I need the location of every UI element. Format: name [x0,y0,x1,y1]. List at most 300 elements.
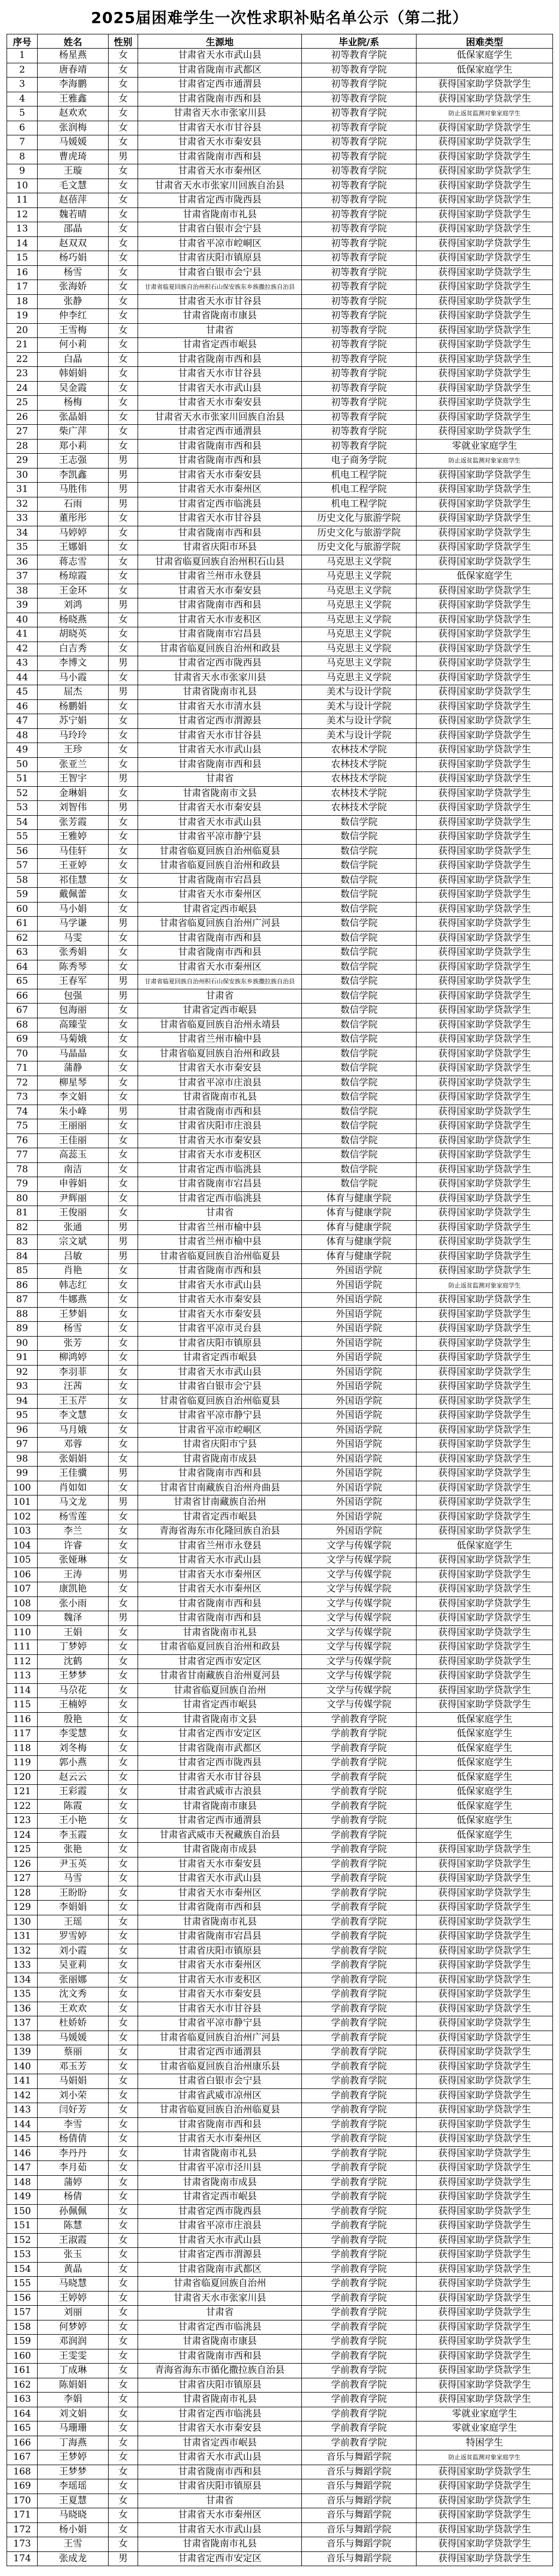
table-row [7,2248,553,2263]
cell-school: 外国语学院 [302,1467,417,1481]
cell-hardship-type: 获得国家助学贷款学生 [417,1322,553,1337]
cell-name: 王雅鑫 [38,92,109,106]
cell-index: 65 [7,975,38,989]
cell-school: 外国语学院 [302,1365,417,1380]
cell-gender: 女 [109,1090,138,1105]
cell-index: 34 [7,526,38,541]
cell-index: 147 [7,2161,38,2176]
cell-hardship-type: 获得国家助学贷款学生 [417,338,553,353]
cell-school: 数信学院 [302,1061,417,1076]
cell-index: 83 [7,1235,38,1250]
table-row [7,164,553,179]
cell-index: 52 [7,786,38,801]
cell-index: 17 [7,280,38,295]
cell-name: 王夏慧 [38,2494,109,2508]
cell-school: 体育与健康学院 [302,1235,417,1250]
cell-origin: 甘肃省 [138,1206,302,1221]
cell-origin: 甘肃省陇南市西和县 [138,946,302,960]
cell-school: 文学与传媒学院 [302,1698,417,1713]
cell-hardship-type: 获得国家助学贷款学生 [417,555,553,569]
cell-origin: 甘肃省陇南市西和县 [138,2349,302,2364]
cell-name: 张丽娜 [38,1973,109,1987]
cell-origin: 甘肃省陇南市西和县 [138,598,302,613]
table-row [7,873,553,888]
cell-name: 郑小莉 [38,439,109,454]
cell-gender: 女 [109,1481,138,1495]
cell-gender: 女 [109,352,138,367]
table-row [7,801,553,816]
cell-name: 杨梅 [38,396,109,411]
cell-origin: 甘肃省定西市临洮县 [138,1162,302,1177]
cell-school: 初等教育学院 [302,106,417,121]
cell-gender: 女 [109,1336,138,1351]
cell-name: 白吉秀 [38,642,109,656]
cell-gender: 女 [109,2465,138,2479]
cell-gender: 女 [109,714,138,729]
cell-index: 45 [7,685,38,700]
cell-name: 柳鸿婷 [38,1351,109,1366]
cell-school: 外国语学院 [302,1278,417,1293]
cell-origin: 甘肃省陇南市西和县 [138,1611,302,1626]
cell-name: 杨小娟 [38,2522,109,2537]
cell-index: 108 [7,1596,38,1611]
cell-school: 外国语学院 [302,1380,417,1394]
cell-school: 美术与设计学院 [302,714,417,729]
cell-index: 69 [7,1032,38,1047]
cell-name: 赵云云 [38,1770,109,1785]
cell-hardship-type: 零就业家庭学生 [417,439,553,454]
cell-school: 数信学院 [302,989,417,1004]
cell-school: 初等教育学院 [302,236,417,251]
cell-gender: 女 [109,236,138,251]
cell-hardship-type: 获得国家助学贷款学生 [417,1264,553,1279]
cell-gender: 女 [109,193,138,208]
cell-name: 李博文 [38,656,109,671]
cell-hardship-type: 低保家庭学生 [417,1785,553,1800]
cell-name: 张秀娟 [38,946,109,960]
cell-origin: 甘肃省临夏回族自治州和政县 [138,1640,302,1655]
table-row [7,1785,553,1800]
cell-name: 李娟 [38,2393,109,2407]
cell-gender: 女 [109,1539,138,1553]
cell-index: 44 [7,670,38,685]
cell-origin: 甘肃省定西市通渭县 [138,78,302,92]
cell-school: 学前教育学院 [302,2132,417,2147]
cell-index: 16 [7,265,38,280]
cell-origin: 甘肃省陇南市西和县 [138,454,302,468]
cell-index: 7 [7,135,38,150]
cell-name: 张润梅 [38,121,109,135]
table-row [7,1973,553,1987]
cell-origin: 甘肃省天水市秦州区 [138,164,302,179]
cell-name: 陈慧 [38,2219,109,2234]
cell-school: 学前教育学院 [302,2103,417,2118]
cell-school: 学前教育学院 [302,1930,417,1944]
cell-name: 马小娟 [38,902,109,917]
cell-origin: 甘肃省武威市天祝藏族自治县 [138,1828,302,1843]
cell-hardship-type: 获得国家助学贷款学生 [417,1148,553,1163]
cell-origin: 甘肃省甘南藏族自治州舟曲县 [138,1481,302,1495]
cell-name: 王亚婷 [38,859,109,874]
cell-gender: 女 [109,1409,138,1423]
cell-index: 89 [7,1322,38,1337]
cell-gender: 女 [109,1351,138,1366]
cell-index: 8 [7,150,38,164]
cell-origin: 甘肃省定西市岷县 [138,1510,302,1524]
table-row [7,1061,553,1076]
cell-name: 王娟 [38,1625,109,1640]
cell-index: 12 [7,207,38,222]
cell-hardship-type: 获得国家助学贷款学生 [417,381,553,396]
cell-index: 148 [7,2175,38,2190]
cell-name: 牛娜燕 [38,1293,109,1308]
table-row [7,830,553,845]
cell-index: 96 [7,1423,38,1438]
cell-index: 9 [7,164,38,179]
cell-origin: 甘肃省陇南市礼县 [138,2537,302,2552]
cell-origin: 甘肃省甘南藏族自治州夏河县 [138,1669,302,1684]
cell-index: 67 [7,1004,38,1018]
cell-origin: 甘肃省天水市秦安县 [138,2421,302,2436]
cell-name: 王楠婷 [38,1698,109,1713]
cell-gender: 女 [109,1322,138,1337]
cell-origin: 甘肃省平凉市静宁县 [138,1409,302,1423]
cell-hardship-type: 获得国家助学贷款学生 [417,2190,553,2205]
table-row [7,2479,553,2494]
cell-hardship-type: 获得国家助学贷款学生 [417,1857,553,1872]
table-row [7,2132,553,2147]
cell-name: 苏宁娟 [38,714,109,729]
table-row [7,2059,553,2074]
table-row [7,656,553,671]
cell-hardship-type: 低保家庭学生 [417,63,553,78]
cell-origin: 甘肃省临夏回族自治州临夏县 [138,2103,302,2118]
cell-school: 外国语学院 [302,1394,417,1409]
cell-school: 学前教育学院 [302,1872,417,1886]
table-row [7,786,553,801]
table-row [7,2262,553,2277]
cell-index: 157 [7,2306,38,2320]
cell-hardship-type: 获得国家助学贷款学生 [417,1872,553,1886]
cell-origin: 甘肃省定西市岷县 [138,2436,302,2450]
cell-hardship-type: 获得国家助学贷款学生 [417,613,553,627]
table-row [7,541,553,555]
cell-hardship-type: 获得国家助学贷款学生 [417,844,553,859]
cell-name: 包海丽 [38,1004,109,1018]
cell-hardship-type: 获得国家助学贷款学生 [417,714,553,729]
cell-origin: 甘肃省天水市秦安县 [138,468,302,483]
cell-gender: 女 [109,2233,138,2248]
cell-name: 张娅琳 [38,1553,109,1568]
cell-origin: 甘肃省临夏回族自治州积石山保安族东乡族撒拉族自治县 [138,280,302,295]
cell-gender: 女 [109,1814,138,1829]
cell-hardship-type: 获得国家助学贷款学生 [417,410,553,425]
cell-origin: 甘肃省天水市秦州区 [138,1568,302,1582]
cell-name: 殷艳 [38,1712,109,1727]
cell-origin: 甘肃省定西市通渭县 [138,425,302,440]
cell-origin: 甘肃省陇南市西和县 [138,1264,302,1279]
cell-name: 申蓉娟 [38,1177,109,1192]
table-row [7,670,553,685]
cell-hardship-type: 获得国家助学贷款学生 [417,1843,553,1857]
cell-origin: 甘肃省天水市秦州区 [138,888,302,903]
cell-gender: 男 [109,772,138,787]
cell-index: 27 [7,425,38,440]
cell-name: 韩志红 [38,1278,109,1293]
cell-name: 刘智伟 [38,801,109,816]
cell-name: 王金环 [38,584,109,598]
cell-gender: 女 [109,1770,138,1785]
cell-gender: 女 [109,121,138,135]
cell-name: 毛文慧 [38,179,109,193]
cell-name: 何小莉 [38,338,109,353]
cell-school: 数信学院 [302,830,417,845]
cell-gender: 女 [109,135,138,150]
cell-origin: 甘肃省平凉市灵台县 [138,1322,302,1337]
cell-gender: 男 [109,1235,138,1250]
cell-gender: 男 [109,483,138,497]
cell-name: 王佳骥 [38,1467,109,1481]
cell-origin: 甘肃省陇南市康县 [138,1799,302,1814]
cell-gender: 女 [109,960,138,975]
cell-name: 邓玉芳 [38,2059,109,2074]
cell-school: 学前教育学院 [302,2421,417,2436]
cell-hardship-type: 获得国家助学贷款学生 [417,2378,553,2393]
cell-school: 数信学院 [302,1148,417,1163]
cell-gender: 女 [109,1944,138,1958]
cell-origin: 甘肃省白银市会宁县 [138,265,302,280]
cell-index: 53 [7,801,38,816]
cell-origin: 甘肃省天水市张家川县 [138,2291,302,2306]
cell-school: 数信学院 [302,931,417,946]
cell-gender: 女 [109,294,138,309]
cell-hardship-type: 获得国家助学贷款学生 [417,2494,553,2508]
table-row [7,1018,553,1032]
cell-gender: 女 [109,2059,138,2074]
cell-origin: 甘肃省天水市秦安县 [138,1987,302,2002]
cell-hardship-type: 获得国家助学贷款学生 [417,2522,553,2537]
cell-origin: 甘肃省定西市安定区 [138,2551,302,2566]
cell-origin: 甘肃省天水市甘谷县 [138,367,302,382]
cell-school: 数信学院 [302,1076,417,1090]
cell-index: 160 [7,2349,38,2364]
cell-hardship-type: 获得国家助学贷款学生 [417,670,553,685]
cell-name: 杨鹏娟 [38,699,109,714]
cell-gender: 女 [109,1032,138,1047]
table-row [7,2002,553,2016]
cell-gender: 女 [109,2393,138,2407]
cell-name: 马娟娟 [38,2074,109,2089]
table-row [7,1423,553,1438]
cell-hardship-type: 获得国家助学贷款学生 [417,2045,553,2060]
cell-hardship-type: 低保家庭学生 [417,1712,553,1727]
cell-index: 61 [7,917,38,931]
cell-index: 130 [7,1915,38,1930]
table-row [7,2291,553,2306]
cell-school: 音乐与舞蹈学院 [302,2450,417,2465]
column-header-name: 姓名 [38,34,109,49]
table-row [7,1191,553,1206]
cell-index: 51 [7,772,38,787]
cell-index: 58 [7,873,38,888]
cell-index: 13 [7,222,38,237]
cell-origin: 甘肃省定西市通渭县 [138,2045,302,2060]
cell-school: 马克思主义学院 [302,627,417,642]
cell-index: 105 [7,1553,38,1568]
cell-hardship-type: 获得国家助学贷款学生 [417,2146,553,2161]
cell-name: 马媛媛 [38,2031,109,2045]
cell-name: 张通 [38,1220,109,1235]
cell-school: 数信学院 [302,1032,417,1047]
cell-index: 32 [7,497,38,512]
cell-name: 张芳霞 [38,815,109,830]
cell-gender: 女 [109,2002,138,2016]
table-row [7,2335,553,2349]
table-row [7,1654,553,1669]
cell-index: 77 [7,1148,38,1163]
cell-gender: 女 [109,1133,138,1148]
cell-school: 农林技术学院 [302,757,417,772]
cell-school: 学前教育学院 [302,1828,417,1843]
cell-hardship-type: 获得国家助学贷款学生 [417,2103,553,2118]
table-row [7,946,553,960]
cell-name: 王小艳 [38,1814,109,1829]
cell-gender: 女 [109,642,138,656]
cell-gender: 女 [109,541,138,555]
table-row [7,1481,553,1495]
cell-index: 117 [7,1727,38,1742]
cell-name: 李海鹏 [38,78,109,92]
cell-hardship-type: 获得国家助学贷款学生 [417,265,553,280]
cell-name: 王彩霞 [38,1785,109,1800]
cell-hardship-type: 获得国家助学贷款学生 [417,396,553,411]
cell-school: 学前教育学院 [302,2306,417,2320]
cell-school: 历史文化与旅游学院 [302,526,417,541]
cell-index: 109 [7,1611,38,1626]
cell-school: 初等教育学院 [302,439,417,454]
table-row [7,1278,553,1293]
cell-index: 38 [7,584,38,598]
table-row [7,454,553,468]
cell-gender: 女 [109,1524,138,1539]
cell-origin: 甘肃省陇南市西和县 [138,757,302,772]
cell-school: 外国语学院 [302,1409,417,1423]
cell-index: 56 [7,844,38,859]
cell-name: 李凯鑫 [38,468,109,483]
cell-origin: 甘肃省天水市甘谷县 [138,1770,302,1785]
table-row [7,2494,553,2508]
cell-origin: 甘肃省定西市安定区 [138,1727,302,1742]
table-row [7,468,553,483]
table-row [7,1727,553,1742]
cell-name: 刘小霞 [38,1944,109,1958]
table-row [7,1640,553,1655]
cell-name: 赵双双 [38,236,109,251]
table-row [7,613,553,627]
cell-school: 数信学院 [302,859,417,874]
cell-index: 153 [7,2248,38,2263]
cell-name: 王淑霞 [38,2233,109,2248]
cell-school: 学前教育学院 [302,2031,417,2045]
cell-index: 98 [7,1452,38,1467]
cell-origin: 甘肃省陇南市宕昌县 [138,627,302,642]
cell-index: 24 [7,381,38,396]
cell-origin: 甘肃省天水市秦州区 [138,483,302,497]
cell-hardship-type: 获得国家助学贷款学生 [417,801,553,816]
cell-origin: 甘肃省天水市张家川县 [138,670,302,685]
cell-index: 37 [7,569,38,584]
page-title: 2025届困难学生一次性求职补贴名单公示（第二批） [91,9,468,27]
cell-gender: 男 [109,1249,138,1264]
cell-origin: 青海省海东市化隆回族自治县 [138,1524,302,1539]
cell-hardship-type: 获得国家助学贷款学生 [417,526,553,541]
cell-index: 33 [7,512,38,526]
cell-origin: 甘肃省天水市甘谷县 [138,2002,302,2016]
cell-school: 马克思主义学院 [302,656,417,671]
cell-name: 吴亚莉 [38,1958,109,1973]
table-row [7,251,553,266]
cell-school: 初等教育学院 [302,150,417,164]
cell-name: 王珍 [38,743,109,758]
cell-origin: 甘肃省陇南市武都区 [138,63,302,78]
cell-gender: 女 [109,786,138,801]
cell-school: 初等教育学院 [302,63,417,78]
table-row [7,917,553,931]
cell-gender: 女 [109,1394,138,1409]
cell-name: 马学谦 [38,917,109,931]
cell-hardship-type: 获得国家助学贷款学生 [417,830,553,845]
cell-origin: 甘肃省天水市张家川回族自治县 [138,410,302,425]
cell-name: 马婷婷 [38,526,109,541]
column-header-school: 毕业院/系 [302,34,417,49]
table-row [7,2378,553,2393]
cell-hardship-type: 获得国家助学贷款学生 [417,1930,553,1944]
table-row [7,512,553,526]
cell-gender: 女 [109,265,138,280]
cell-hardship-type: 获得国家助学贷款学生 [417,2349,553,2364]
cell-hardship-type: 获得国家助学贷款学生 [417,2059,553,2074]
cell-hardship-type: 获得国家助学贷款学生 [417,1061,553,1076]
cell-index: 125 [7,1843,38,1857]
cell-hardship-type: 获得国家助学贷款学生 [417,2537,553,2552]
cell-gender: 男 [109,1467,138,1481]
cell-origin: 甘肃省庆阳市镇原县 [138,2479,302,2494]
cell-origin: 甘肃省陇南市礼县 [138,2393,302,2407]
cell-origin: 甘肃省陇南市礼县 [138,685,302,700]
cell-index: 100 [7,1481,38,1495]
cell-origin: 甘肃省庆阳市宁县 [138,1438,302,1452]
cell-gender: 女 [109,699,138,714]
cell-origin: 甘肃省陇南市成县 [138,1843,302,1857]
cell-index: 59 [7,888,38,903]
cell-hardship-type: 获得国家助学贷款学生 [417,888,553,903]
cell-gender: 男 [109,801,138,816]
cell-name: 李雯慧 [38,1727,109,1742]
cell-gender: 男 [109,1611,138,1626]
cell-gender: 男 [109,497,138,512]
cell-gender: 女 [109,92,138,106]
cell-name: 张艳 [38,1843,109,1857]
cell-hardship-type: 获得国家助学贷款学生 [417,873,553,888]
cell-name: 王智宇 [38,772,109,787]
cell-hardship-type: 获得国家助学贷款学生 [417,251,553,266]
cell-school: 学前教育学院 [302,2277,417,2292]
cell-name: 刘小荣 [38,2088,109,2103]
cell-hardship-type: 防止返贫监测对象家庭学生 [417,1278,553,1293]
cell-index: 78 [7,1162,38,1177]
cell-school: 学前教育学院 [302,1727,417,1742]
cell-name: 李玉霞 [38,1828,109,1843]
